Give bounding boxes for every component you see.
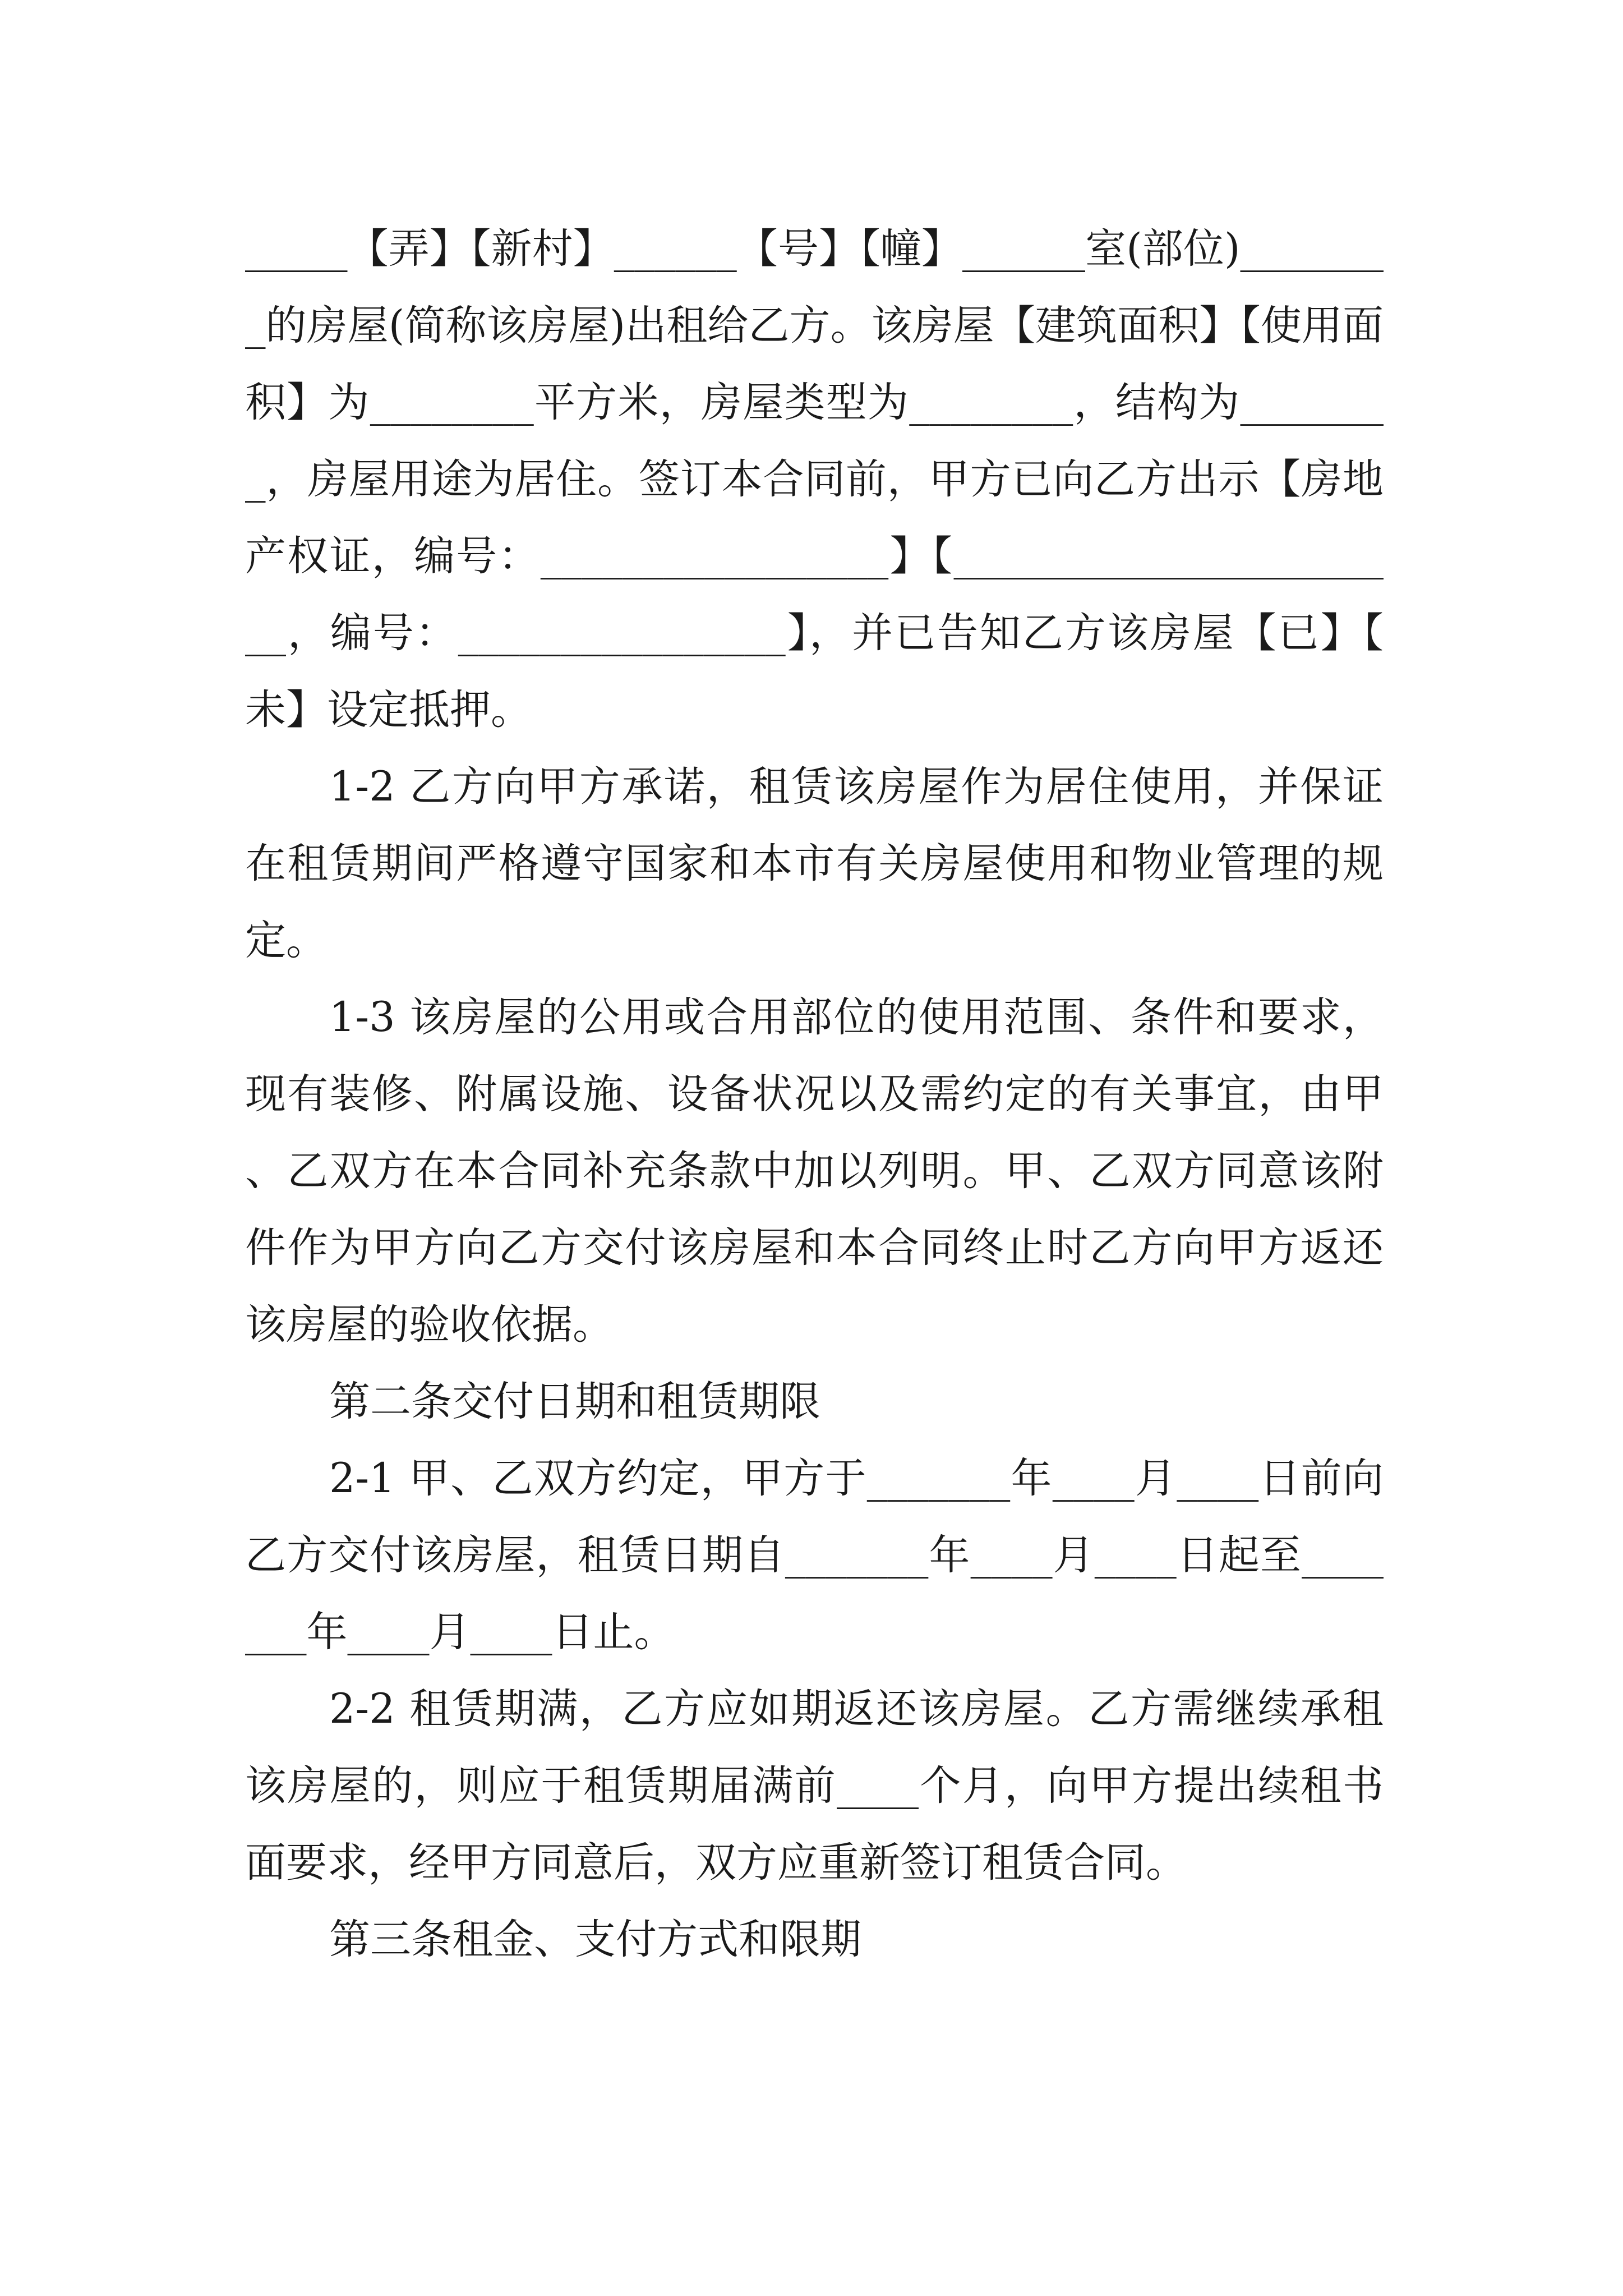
paragraph-clause-1-3: 1-3 该房屋的公用或合用部位的使用范围、条件和要求，现有装修、附属设施、设备状况以及需约定的有关事宜，由甲、乙双方在本合同补充条款中加以列明。甲、乙双方同意该附件作为甲方向乙方交付该房屋和本合同终止时乙方向甲方返还该房屋的验收依据。 bbox=[245, 993, 1384, 1349]
heading-article-2: 第二条交付日期和租赁期限 bbox=[329, 1378, 820, 1425]
paragraph-clause-1-2: 1-2 乙方向甲方承诺，租赁该房屋作为居住使用，并保证在租赁期间严格遵守国家和本市有关房屋使用和物业管理的规定。 bbox=[245, 763, 1384, 964]
paragraph-property-address: _____【弄】【新村】______【号】【幢】______室(部位)________的房屋(简称该房屋)出租给乙方。该房屋【建筑面积】【使用面积】为________平方米，房屋类型为________，结构为________，房屋用途为居住。签订本合同前，甲方已向乙方出示【房地产权证，编号：_________________】【_______________________，编号：________________】，并已告知乙方该房屋【已】【未】设定抵押。 bbox=[245, 225, 1384, 734]
paragraph-clause-2-1: 2-1 甲、乙双方约定，甲方于_______年____月____日前向乙方交付该房屋，租赁日期自_______年____月____日起至_______年____月____日止。 bbox=[245, 1455, 1384, 1656]
heading-article-3: 第三条租金、支付方式和限期 bbox=[329, 1916, 861, 1963]
document-body bbox=[245, 210, 1384, 1978]
paragraph-clause-2-2: 2-2 租赁期满，乙方应如期返还该房屋。乙方需继续承租该房屋的，则应于租赁期届满前____个月，向甲方提出续租书面要求，经甲方同意后，双方应重新签订租赁合同。 bbox=[245, 1685, 1384, 1887]
